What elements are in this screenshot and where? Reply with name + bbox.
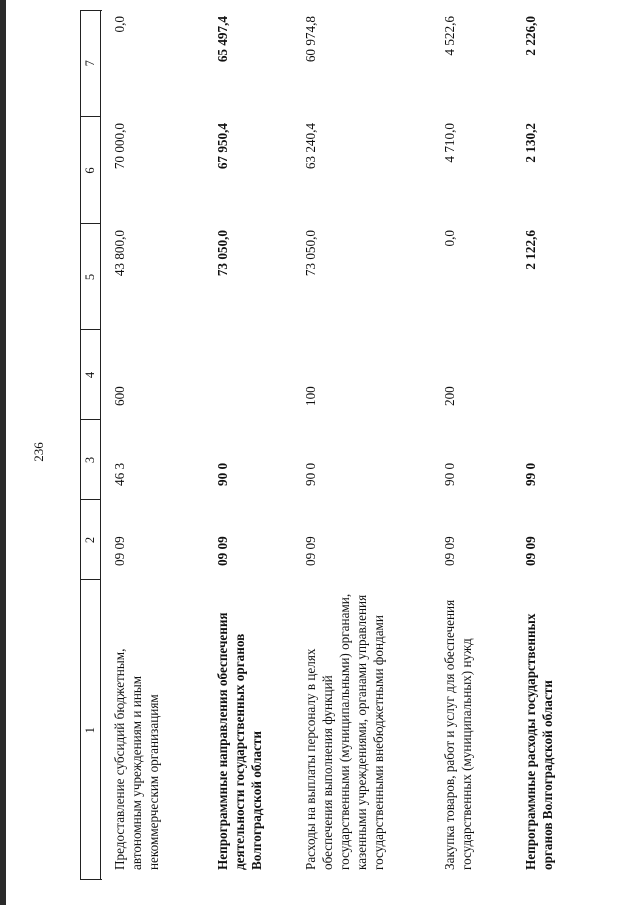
table-row (434, 10, 515, 880)
row-value-5: 73 050,0 (215, 230, 230, 277)
table-row (207, 10, 295, 880)
row-name: Непрограммные расходы государственных органов Волгоградской области (523, 613, 555, 870)
row-value-5: 2 122,6 (523, 230, 538, 270)
row-value-5: 43 800,0 (112, 230, 127, 277)
row-section-code: 09 09 (442, 536, 457, 566)
row-value-5: 0,0 (442, 230, 457, 247)
row-type-code: 200 (442, 386, 457, 406)
header-cell-4: 4 (80, 330, 101, 420)
row-type-code (207, 330, 295, 420)
row-value-7: 0,0 (112, 16, 127, 33)
row-program-code: 90 0 (215, 462, 230, 486)
row-value-6: 4 710,0 (442, 123, 457, 163)
row-value-6: 2 130,2 (523, 123, 538, 163)
row-value-7: 4 522,6 (442, 16, 457, 56)
row-value-5: 73 050,0 (303, 230, 318, 277)
row-value-6: 63 240,4 (303, 123, 318, 170)
budget-table (80, 10, 593, 880)
row-program-code: 46 3 (112, 462, 127, 486)
row-program-code: 90 0 (442, 462, 457, 486)
header-cell-7: 7 (80, 10, 101, 117)
row-name: Закупка товаров, работ и услуг для обеспечения государственных (муниципальных) нужд (442, 599, 474, 870)
page-number: 236 (31, 442, 46, 462)
row-name: Предоставление субсидий бюджетным, автономным учреждениям и иным некоммерческим организациям (112, 648, 161, 870)
row-section-code: 09 09 (215, 536, 230, 566)
row-type-code (515, 330, 593, 420)
row-section-code: 09 09 (112, 536, 127, 566)
row-value-6: 70 000,0 (112, 123, 127, 170)
header-cell-5: 5 (80, 224, 101, 330)
row-section-code: 09 09 (303, 536, 318, 566)
table-header-row (80, 10, 101, 880)
row-name: Расходы на выплаты персоналу в целях обеспечения выполнения функций государственными (муниципальными) органами, казенными учреждениями, органами управления государственными внебюджетными фондами (303, 593, 386, 870)
table-row (515, 10, 593, 880)
row-value-7: 2 226,0 (523, 16, 538, 56)
row-program-code: 99 0 (523, 462, 538, 486)
row-value-6: 67 950,4 (215, 123, 230, 170)
header-cell-1: 1 (80, 580, 101, 880)
row-name: Непрограммные направления обеспечения деятельности государственных органов Волгоградской области (215, 612, 264, 870)
header-cell-2: 2 (80, 500, 101, 580)
header-cell-6: 6 (80, 117, 101, 224)
table-row (101, 10, 208, 880)
row-section-code: 09 09 (523, 536, 538, 566)
row-type-code: 100 (303, 386, 318, 406)
table-row (295, 10, 434, 880)
row-program-code: 90 0 (303, 462, 318, 486)
budget-table-sheet (80, 10, 630, 880)
scan-edge (0, 0, 6, 905)
header-cell-3: 3 (80, 420, 101, 500)
row-value-7: 60 974,8 (303, 16, 318, 63)
row-value-7: 65 497,4 (215, 16, 230, 63)
row-type-code: 600 (112, 386, 127, 406)
